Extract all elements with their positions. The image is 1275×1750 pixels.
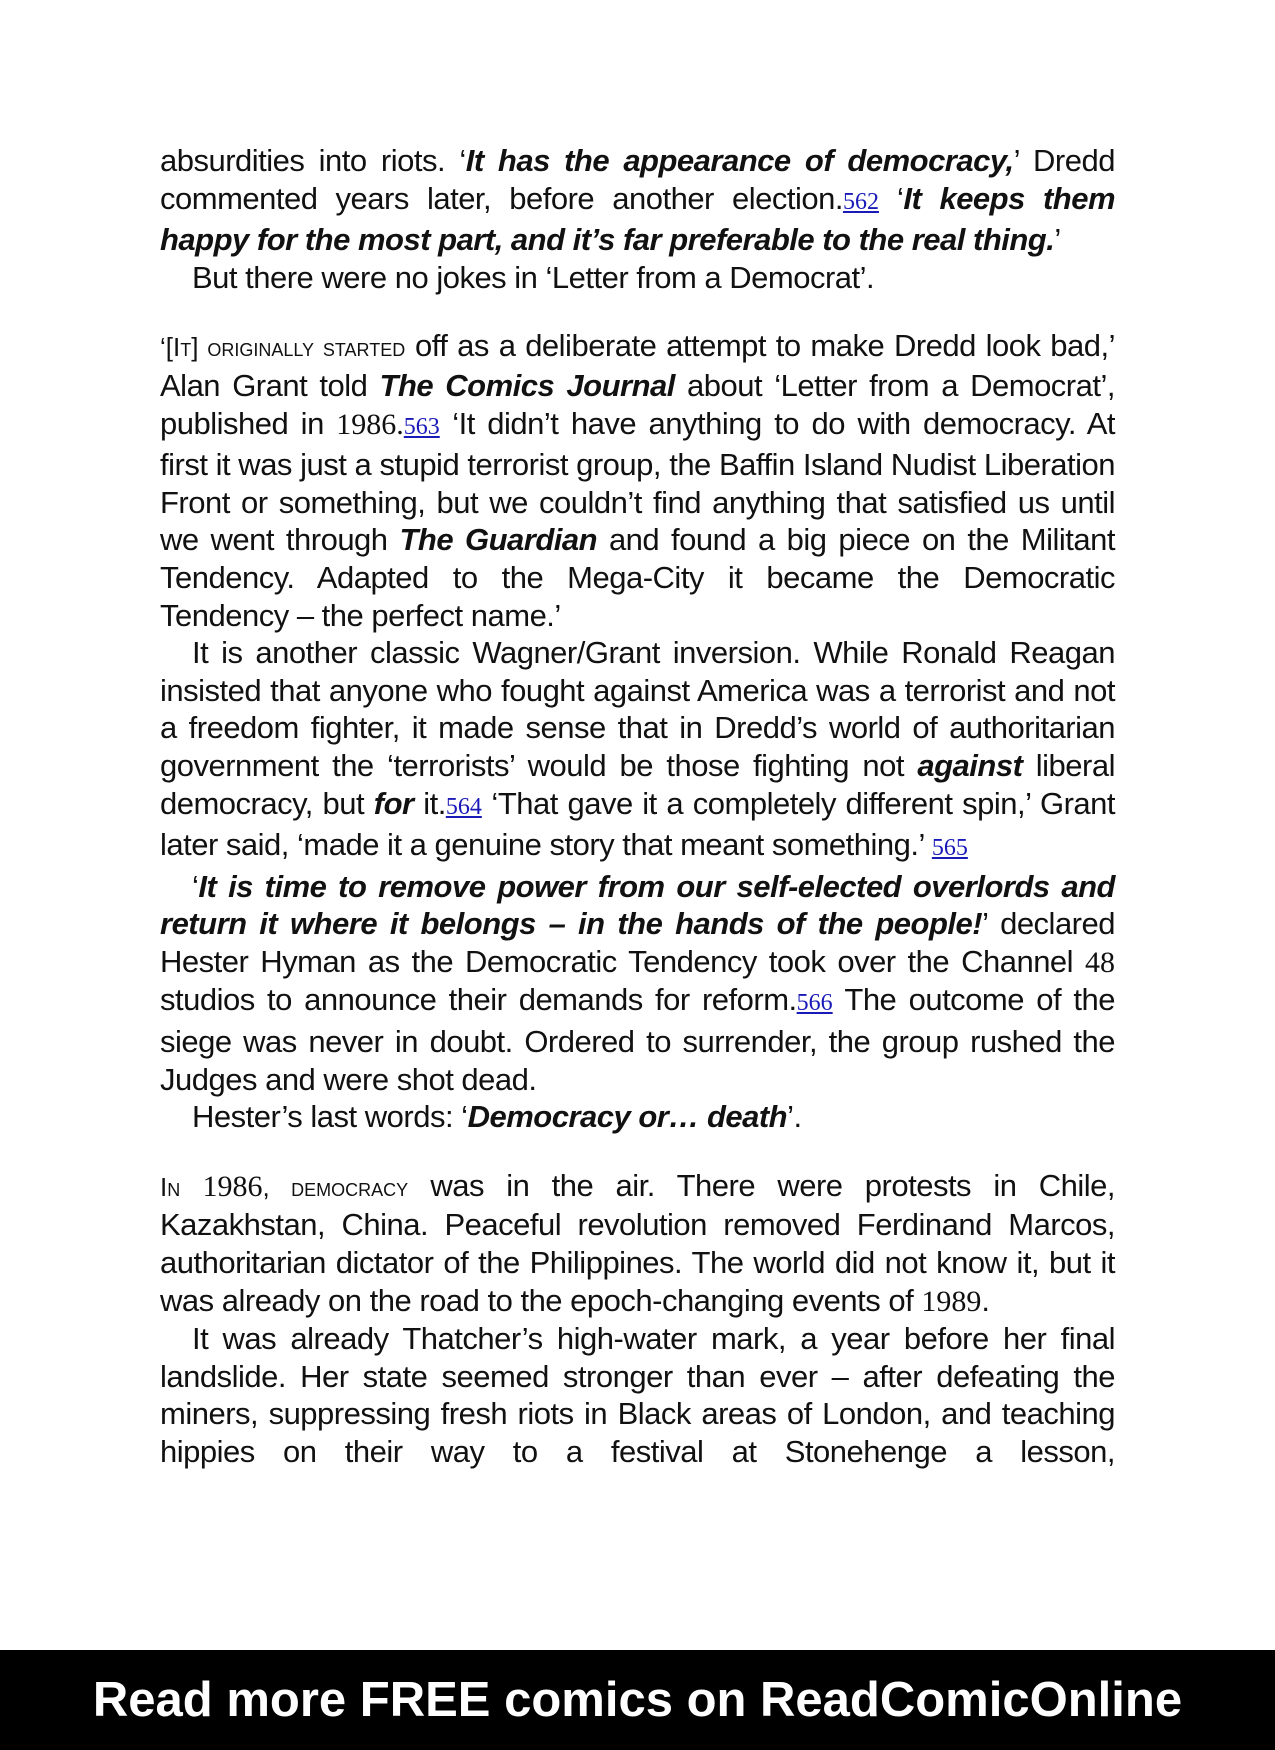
text-run: ‘ [192,868,199,904]
text-run: off as a deliberate attempt to make Dredd look bad,’ Alan Grant told [160,328,1115,403]
year: 1986. [336,407,404,441]
quote-emphasis: It has the appearance of democracy, [465,143,1014,178]
text-run: ’. [787,1099,802,1135]
year: 1986 [202,1169,263,1203]
quote-emphasis: It keeps them happy for the most part, and it’s far preferable to the real thing. [160,180,1116,258]
paragraph-4 [160,634,1115,868]
small-caps-lead: ‘[It] originally started [160,332,406,363]
text-run: it. [413,785,446,821]
text-run: It is another classic Wagner/Grant inversion. While Ronald Reagan insisted that anyone who fought against America was a terrorist and not a freedom fighter, it made sense that in Dredd’s world of authoritarian government the ‘terrorists’ would be those fighting not [160,635,1115,783]
paragraph-5 [160,868,1115,1099]
footnote-link-563[interactable]: 563 [403,413,440,440]
text-run: ’ Dredd commented years later, before another election. [160,143,1115,216]
text-run: ‘It didn’t have anything to do with democracy. At first it was just a stupid terrorist group, the Baffin Island Nudist Liberation Front or something, but we couldn’t find anything that satisfied us until we went through [160,405,1115,558]
text-run: Hester’s last words: ‘ [192,1099,468,1135]
emphasis: for [373,785,414,821]
text-run: The outcome of the siege was never in doubt. Ordered to surrender, the group rushed the Judges and were shot dead. [160,982,1115,1097]
paragraph-6 [160,1098,1115,1136]
quote-emphasis: Democracy or… death [467,1099,788,1135]
publication-title: The Comics Journal [379,367,675,403]
text-run: ‘ [878,180,904,216]
emphasis: against [917,747,1023,783]
paragraph-8: It was already Thatcher’s high-water mark, a year before her final landslide. Her state seemed stronger than ever – after defeating the miners, suppressing fresh riots in Black areas of London, and teaching hippies on their way to a festival at Stonehenge a lesson, [160,1321,1115,1469]
footnote-link-564[interactable]: 564 [445,793,482,820]
quote-emphasis: It is time to remove power from our self-elected overlords and return it where it belongs – in the hands of the people! [160,868,1115,942]
text-run: ‘That gave it a completely different spin,’ Grant later said, ‘made it a genuine story that meant something.’ [160,785,1115,863]
promo-banner-text: Read more FREE comics on ReadComicOnline [92,1673,1183,1727]
text-run: . [981,1282,990,1318]
text-run: was in the air. There were protests in Chile, Kazakhstan, China. Peaceful revolution removed Ferdinand Marcos, authoritarian dictator of the Philippines. The world did not know it, but it was already on the road to the epoch-changing events of [160,1167,1115,1318]
text-run: ’ [1054,222,1061,258]
paragraph-2: But there were no jokes in ‘Letter from a Democrat’. [192,259,875,295]
channel-number: 48 [1085,945,1115,979]
paragraph-1 [160,142,1115,259]
paragraph-7 [160,1167,1115,1320]
footnote-link-562[interactable]: 562 [842,188,879,215]
text-run: about ‘Letter from a Democrat’, published in [160,367,1115,441]
paragraph-3 [160,327,1115,634]
text-run: ’ declared Hester Hyman as the Democratic Tendency took over the Channel [160,906,1115,979]
text-run: liberal democracy, but [160,747,1115,821]
text-run: studios to announce their demands for reform. [160,982,797,1018]
promo-banner[interactable] [0,1650,1275,1750]
publication-title: The Guardian [399,522,598,558]
footnote-link-566[interactable]: 566 [796,990,833,1017]
text-run: and found a big piece on the Militant Tendency. Adapted to the Mega-City it became the Democratic Tendency – the perfect name.’ [160,522,1116,633]
year: 1989 [921,1284,982,1318]
footnote-link-565[interactable]: 565 [931,835,968,862]
text-run: absurdities into riots. ‘ [160,143,466,178]
small-caps-lead: , democracy [262,1171,409,1202]
small-caps-lead: In [160,1171,181,1202]
page-text [160,142,1115,1471]
